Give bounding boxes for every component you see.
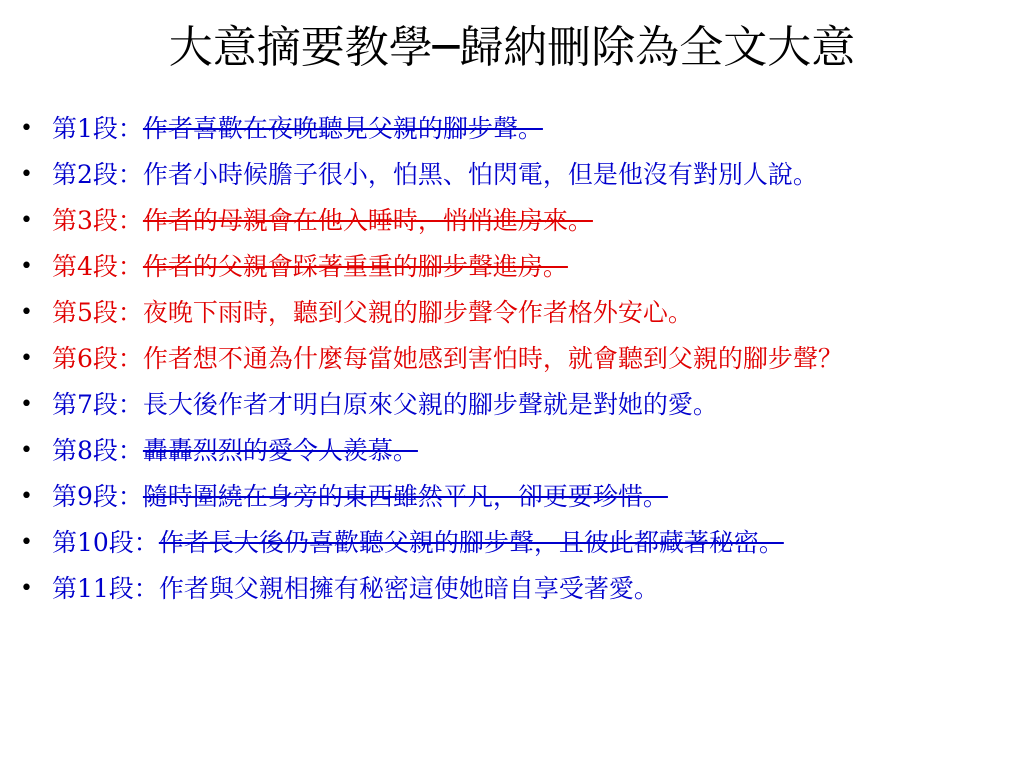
paragraph-label: 第5段：: [52, 298, 143, 327]
slide-title: 大意摘要教學─歸納刪除為全文大意: [168, 22, 856, 73]
paragraph-summary-text: 作者的母親會在他入睡時，悄悄進房來。: [142, 206, 593, 235]
paragraph-item-4: [0, 250, 1024, 284]
paragraph-summary-text: 轟轟烈烈的愛令人羨慕。: [142, 436, 418, 465]
bullet-icon: •: [20, 392, 33, 417]
paragraph-item-10: [0, 526, 1024, 560]
bullet-icon: •: [20, 484, 33, 509]
paragraph-item-11: [0, 572, 1024, 606]
paragraph-item-3: [0, 204, 1024, 238]
paragraph-item-7: [0, 388, 1024, 422]
paragraph-summary-text: 作者小時候膽子很小，怕黑、怕閃電，但是他沒有對別人說。: [142, 160, 818, 189]
paragraph-item-8: [0, 434, 1024, 468]
paragraph-summary-text: 作者的父親會踩著重重的腳步聲進房。: [142, 252, 568, 281]
paragraph-summary-text: 作者與父親相擁有秘密這使她暗自享受著愛。: [158, 574, 659, 603]
paragraph-summary-text: 作者想不通為什麼每當她感到害怕時，就會聽到父親的腳步聲？: [142, 344, 843, 373]
bullet-icon: •: [20, 576, 33, 601]
paragraph-summary-text: 隨時圍繞在身旁的東西雖然平凡，卻更要珍惜。: [142, 482, 668, 511]
paragraph-item-5: [0, 296, 1024, 330]
paragraph-label: 第8段：: [52, 436, 143, 465]
bullet-icon: •: [20, 254, 33, 279]
paragraph-summary-text: 夜晚下雨時，聽到父親的腳步聲令作者格外安心。: [142, 298, 693, 327]
paragraph-item-9: [0, 480, 1024, 514]
paragraph-summary-text: 作者喜歡在夜晚聽見父親的腳步聲。: [142, 114, 543, 143]
paragraph-label: 第1段：: [52, 114, 143, 143]
paragraph-summary-list: [0, 112, 1024, 618]
paragraph-label: 第9段：: [52, 482, 143, 511]
bullet-icon: •: [20, 530, 33, 555]
paragraph-summary-text: 作者長大後仍喜歡聽父親的腳步聲，且彼此都藏著秘密。: [158, 528, 784, 557]
paragraph-label: 第4段：: [52, 252, 143, 281]
bullet-icon: •: [20, 438, 33, 463]
paragraph-label: 第2段：: [52, 160, 143, 189]
paragraph-item-1: [0, 112, 1024, 146]
paragraph-label: 第11段：: [52, 574, 159, 603]
paragraph-summary-text: 長大後作者才明白原來父親的腳步聲就是對她的愛。: [142, 390, 718, 419]
paragraph-label: 第3段：: [52, 206, 143, 235]
paragraph-label: 第7段：: [52, 390, 143, 419]
paragraph-item-2: [0, 158, 1024, 192]
bullet-icon: •: [20, 300, 33, 325]
paragraph-label: 第10段：: [52, 528, 159, 557]
bullet-icon: •: [20, 116, 33, 141]
bullet-icon: •: [20, 162, 33, 187]
paragraph-label: 第6段：: [52, 344, 143, 373]
bullet-icon: •: [20, 346, 33, 371]
paragraph-item-6: [0, 342, 1024, 376]
bullet-icon: •: [20, 208, 33, 233]
